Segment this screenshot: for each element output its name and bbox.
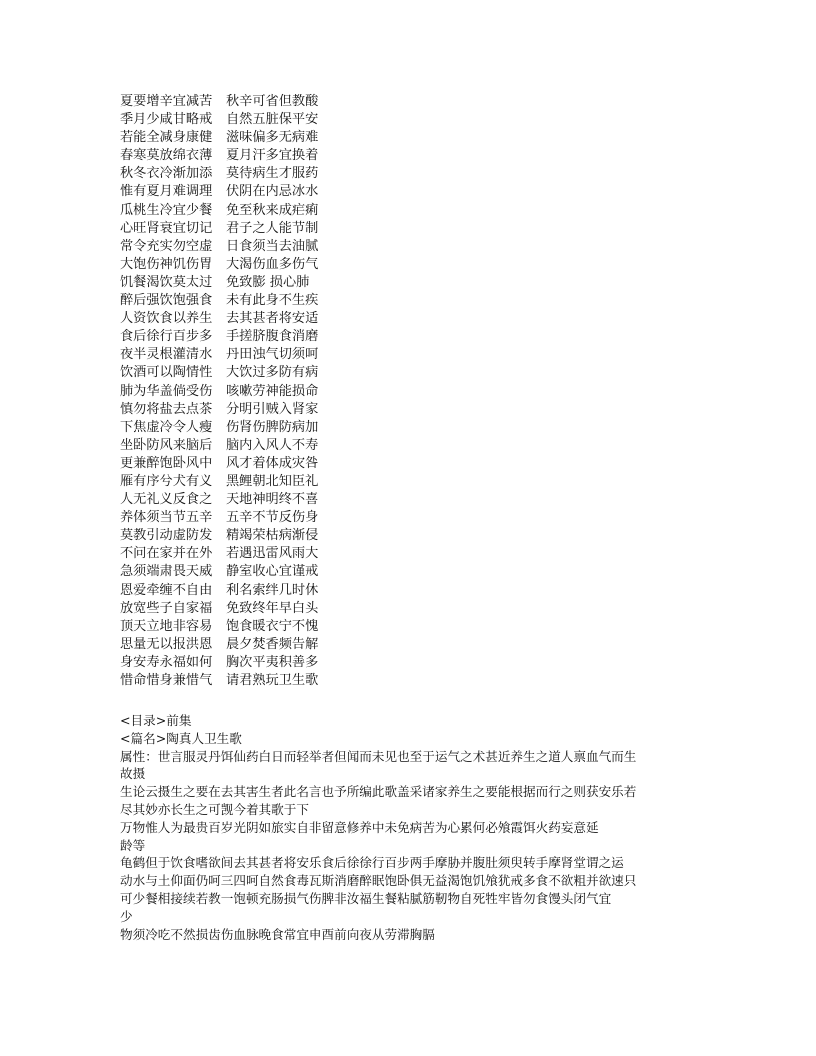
poem-line [120, 636, 318, 654]
poem-block [120, 93, 318, 690]
poem-line-second-half: 秋辛可省但教酸 [226, 94, 319, 109]
poem-line [120, 238, 318, 256]
poem-line-second-half: 去其甚者将安适 [226, 311, 319, 327]
poem-line-second-half: 手搓脐腹食消磨 [226, 329, 319, 345]
poem-line-second-half: 天地神明终不喜 [226, 492, 319, 508]
poem-line-first-half: 食后徐行百步多 [120, 329, 213, 345]
poem-line [120, 129, 318, 147]
poem-line-second-half: 黑鲤朝北知臣礼 [226, 473, 319, 489]
poem-line-second-half: 咳嗽劳神能损命 [226, 383, 319, 399]
poem-line [120, 527, 318, 545]
prose-line: 可少餐相接续若教一饱顿充肠损气伤脾非汝福生餐粘腻筋靭物自死牲牢皆勿食馒头闭气宜 [120, 890, 612, 906]
poem-line-first-half: 养体须当节五辛 [120, 510, 213, 526]
poem-line-second-half: 静室收心宜谨戒 [226, 564, 319, 580]
poem-line-second-half: 晨夕焚香频告解 [226, 636, 319, 652]
poem-line [120, 455, 318, 473]
poem-line-first-half: 惜命惜身兼惜气 [120, 673, 213, 688]
poem-line-second-half: 分明引贼入肾家 [226, 401, 319, 417]
poem-line-second-half: 日食须当去油腻 [226, 238, 319, 254]
poem-line [120, 147, 318, 165]
poem-line [120, 401, 318, 419]
poem-line-first-half: 顶天立地非容易 [120, 618, 213, 634]
poem-line [120, 509, 318, 527]
poem-line-first-half: 肺为华盖倘受伤 [120, 383, 213, 399]
poem-line-first-half: 惟有夏月难调理 [120, 184, 213, 200]
poem-line-second-half: 风才着体成灾咎 [226, 455, 319, 471]
poem-line-second-half: 夏月汗多宜换着 [226, 148, 319, 164]
prose-line: 物须冷吃不然损齿伤血脉晚食常宜申酉前向夜从劳滞胸膈 [120, 926, 435, 942]
poem-line-second-half: 免至秋来成疟痢 [226, 202, 319, 218]
poem-line-second-half: 君子之人能节制 [226, 220, 319, 236]
prose-line: 龄等 [120, 837, 146, 853]
poem-line-first-half: 雁有序兮犬有义 [120, 473, 213, 489]
poem-line-first-half: 秋冬衣冷渐加添 [120, 166, 213, 182]
prose-line: 龟鹤但于饮食嗜欲间去其甚者将安乐食后徐徐行百步两手摩胁并腹肚须臾转手摩肾堂谓之运 [120, 855, 624, 871]
poem-line-first-half: 若能全减身康健 [120, 130, 213, 146]
poem-line-second-half: 伤肾伤脾防病加 [226, 419, 319, 435]
poem-line [120, 220, 318, 238]
chapter-heading: <篇名>陶真人卫生歌 [120, 730, 242, 746]
poem-line-first-half: 人资饮食以养生 [120, 311, 213, 327]
prose-line: 故摄 [120, 766, 146, 782]
poem-line-first-half: 大饱伤神饥伤胃 [120, 256, 213, 272]
poem-line [120, 437, 318, 455]
poem-line-first-half: 心旺肾衰宜切记 [120, 220, 213, 236]
poem-line-second-half: 伏阴在内忌冰水 [226, 184, 319, 200]
poem-line-second-half: 丹田浊气切须呵 [226, 347, 319, 363]
poem-line-second-half: 胸次平夷积善多 [226, 654, 319, 670]
poem-line [120, 672, 318, 690]
poem-line-second-half: 免致膨 损心肺 [226, 274, 310, 290]
poem-line-first-half: 常令充实勿空虚 [120, 238, 213, 254]
poem-line [120, 346, 318, 364]
catalog-heading: <目录>前集 [120, 713, 192, 728]
poem-line [120, 545, 318, 563]
poem-line [120, 654, 318, 672]
prose-line: 生论云摄生之要在去其害生者此名言也予所编此歌盖采诸家养生之要能根据而行之则获安乐若 [120, 784, 637, 800]
poem-line [120, 292, 318, 310]
prose-line: 属性：世言服灵丹饵仙药白日而轻举者但闻而未见也至于运气之术甚近养生之道人禀血气而生 [120, 748, 637, 764]
poem-line [120, 563, 318, 581]
poem-line-second-half: 莫待病生才服药 [226, 166, 319, 182]
poem-line-second-half: 滋味偏多无病难 [226, 130, 319, 146]
poem-line-second-half: 五辛不节反伤身 [226, 510, 319, 526]
poem-line [120, 165, 318, 183]
poem-line [120, 328, 318, 346]
poem-line-second-half: 脑内入风人不寿 [226, 437, 319, 453]
poem-line-second-half: 未有此身不生疾 [226, 293, 319, 309]
poem-line [120, 183, 318, 201]
prose-line: 万物惟人为最贵百岁光阴如旅实自非留意修养中未免病苦为心累何必飧霞饵火药妄意延 [120, 819, 599, 835]
poem-line-first-half: 更兼醉饱卧风中 [120, 455, 213, 471]
poem-line [120, 93, 318, 111]
poem-line-first-half: 饥餐渴饮莫太过 [120, 274, 213, 290]
prose-line: 尽其妙亦长生之可觊今着其歌于下 [120, 801, 309, 817]
poem-line-first-half: 夏要增辛宜减苦 [120, 94, 213, 109]
poem-line-first-half: 急须端肃畏天威 [120, 564, 213, 580]
poem-line [120, 419, 318, 437]
poem-line-first-half: 下焦虚冷令人瘦 [120, 419, 213, 435]
prose-line: 少 [120, 908, 133, 924]
poem-line-first-half: 恩爱牵缠不自由 [120, 582, 213, 598]
poem-line-second-half: 若遇迅雷风雨大 [226, 546, 319, 562]
poem-line [120, 202, 318, 220]
poem-line [120, 582, 318, 600]
poem-line-first-half: 慎勿将盐去点茶 [120, 401, 213, 417]
poem-line-first-half: 身安寿永福如何 [120, 654, 213, 670]
poem-line-second-half: 大饮过多防有病 [226, 365, 319, 381]
poem-line-second-half: 利名索绊几时休 [226, 582, 319, 598]
poem-line-first-half: 饮酒可以陶情性 [120, 365, 213, 381]
poem-line [120, 274, 318, 292]
poem-line [120, 618, 318, 636]
poem-line-second-half: 免致终年早白头 [226, 600, 319, 616]
poem-line-first-half: 人无礼义反食之 [120, 492, 213, 508]
poem-line [120, 491, 318, 509]
poem-line-first-half: 放宽些子自家福 [120, 600, 213, 616]
poem-line [120, 111, 318, 129]
poem-line [120, 256, 318, 274]
prose-block [120, 712, 700, 943]
poem-line-first-half: 瓜桃生冷宜少餐 [120, 202, 213, 218]
poem-line-first-half: 春寒莫放绵衣薄 [120, 148, 213, 164]
poem-line [120, 364, 318, 382]
poem-line-second-half: 请君熟玩卫生歌 [226, 673, 319, 688]
prose-line: 动水与土仰面仍呵三四呵自然食毒瓦斯消磨醉眠饱卧俱无益渴饱饥飧犹戒多食不欲粗并欲速只 [120, 873, 637, 889]
poem-line-second-half: 自然五脏保平安 [226, 112, 319, 128]
poem-line-first-half: 季月少咸甘略戒 [120, 112, 213, 128]
poem-line-first-half: 夜半灵根灌清水 [120, 347, 213, 363]
poem-line [120, 310, 318, 328]
poem-line-second-half: 饱食暖衣宁不愧 [226, 618, 319, 634]
poem-line-first-half: 莫教引动虚防发 [120, 528, 213, 544]
poem-line-first-half: 思量无以报洪恩 [120, 636, 213, 652]
poem-line-first-half: 醉后强饮饱强食 [120, 293, 213, 309]
poem-line [120, 473, 318, 491]
poem-line [120, 383, 318, 401]
poem-line [120, 600, 318, 618]
poem-line-first-half: 不问在家并在外 [120, 546, 213, 562]
poem-line-first-half: 坐卧防风来脑后 [120, 437, 213, 453]
poem-line-second-half: 精竭荣枯病渐侵 [226, 528, 319, 544]
poem-line-second-half: 大渴伤血多伤气 [226, 256, 319, 272]
